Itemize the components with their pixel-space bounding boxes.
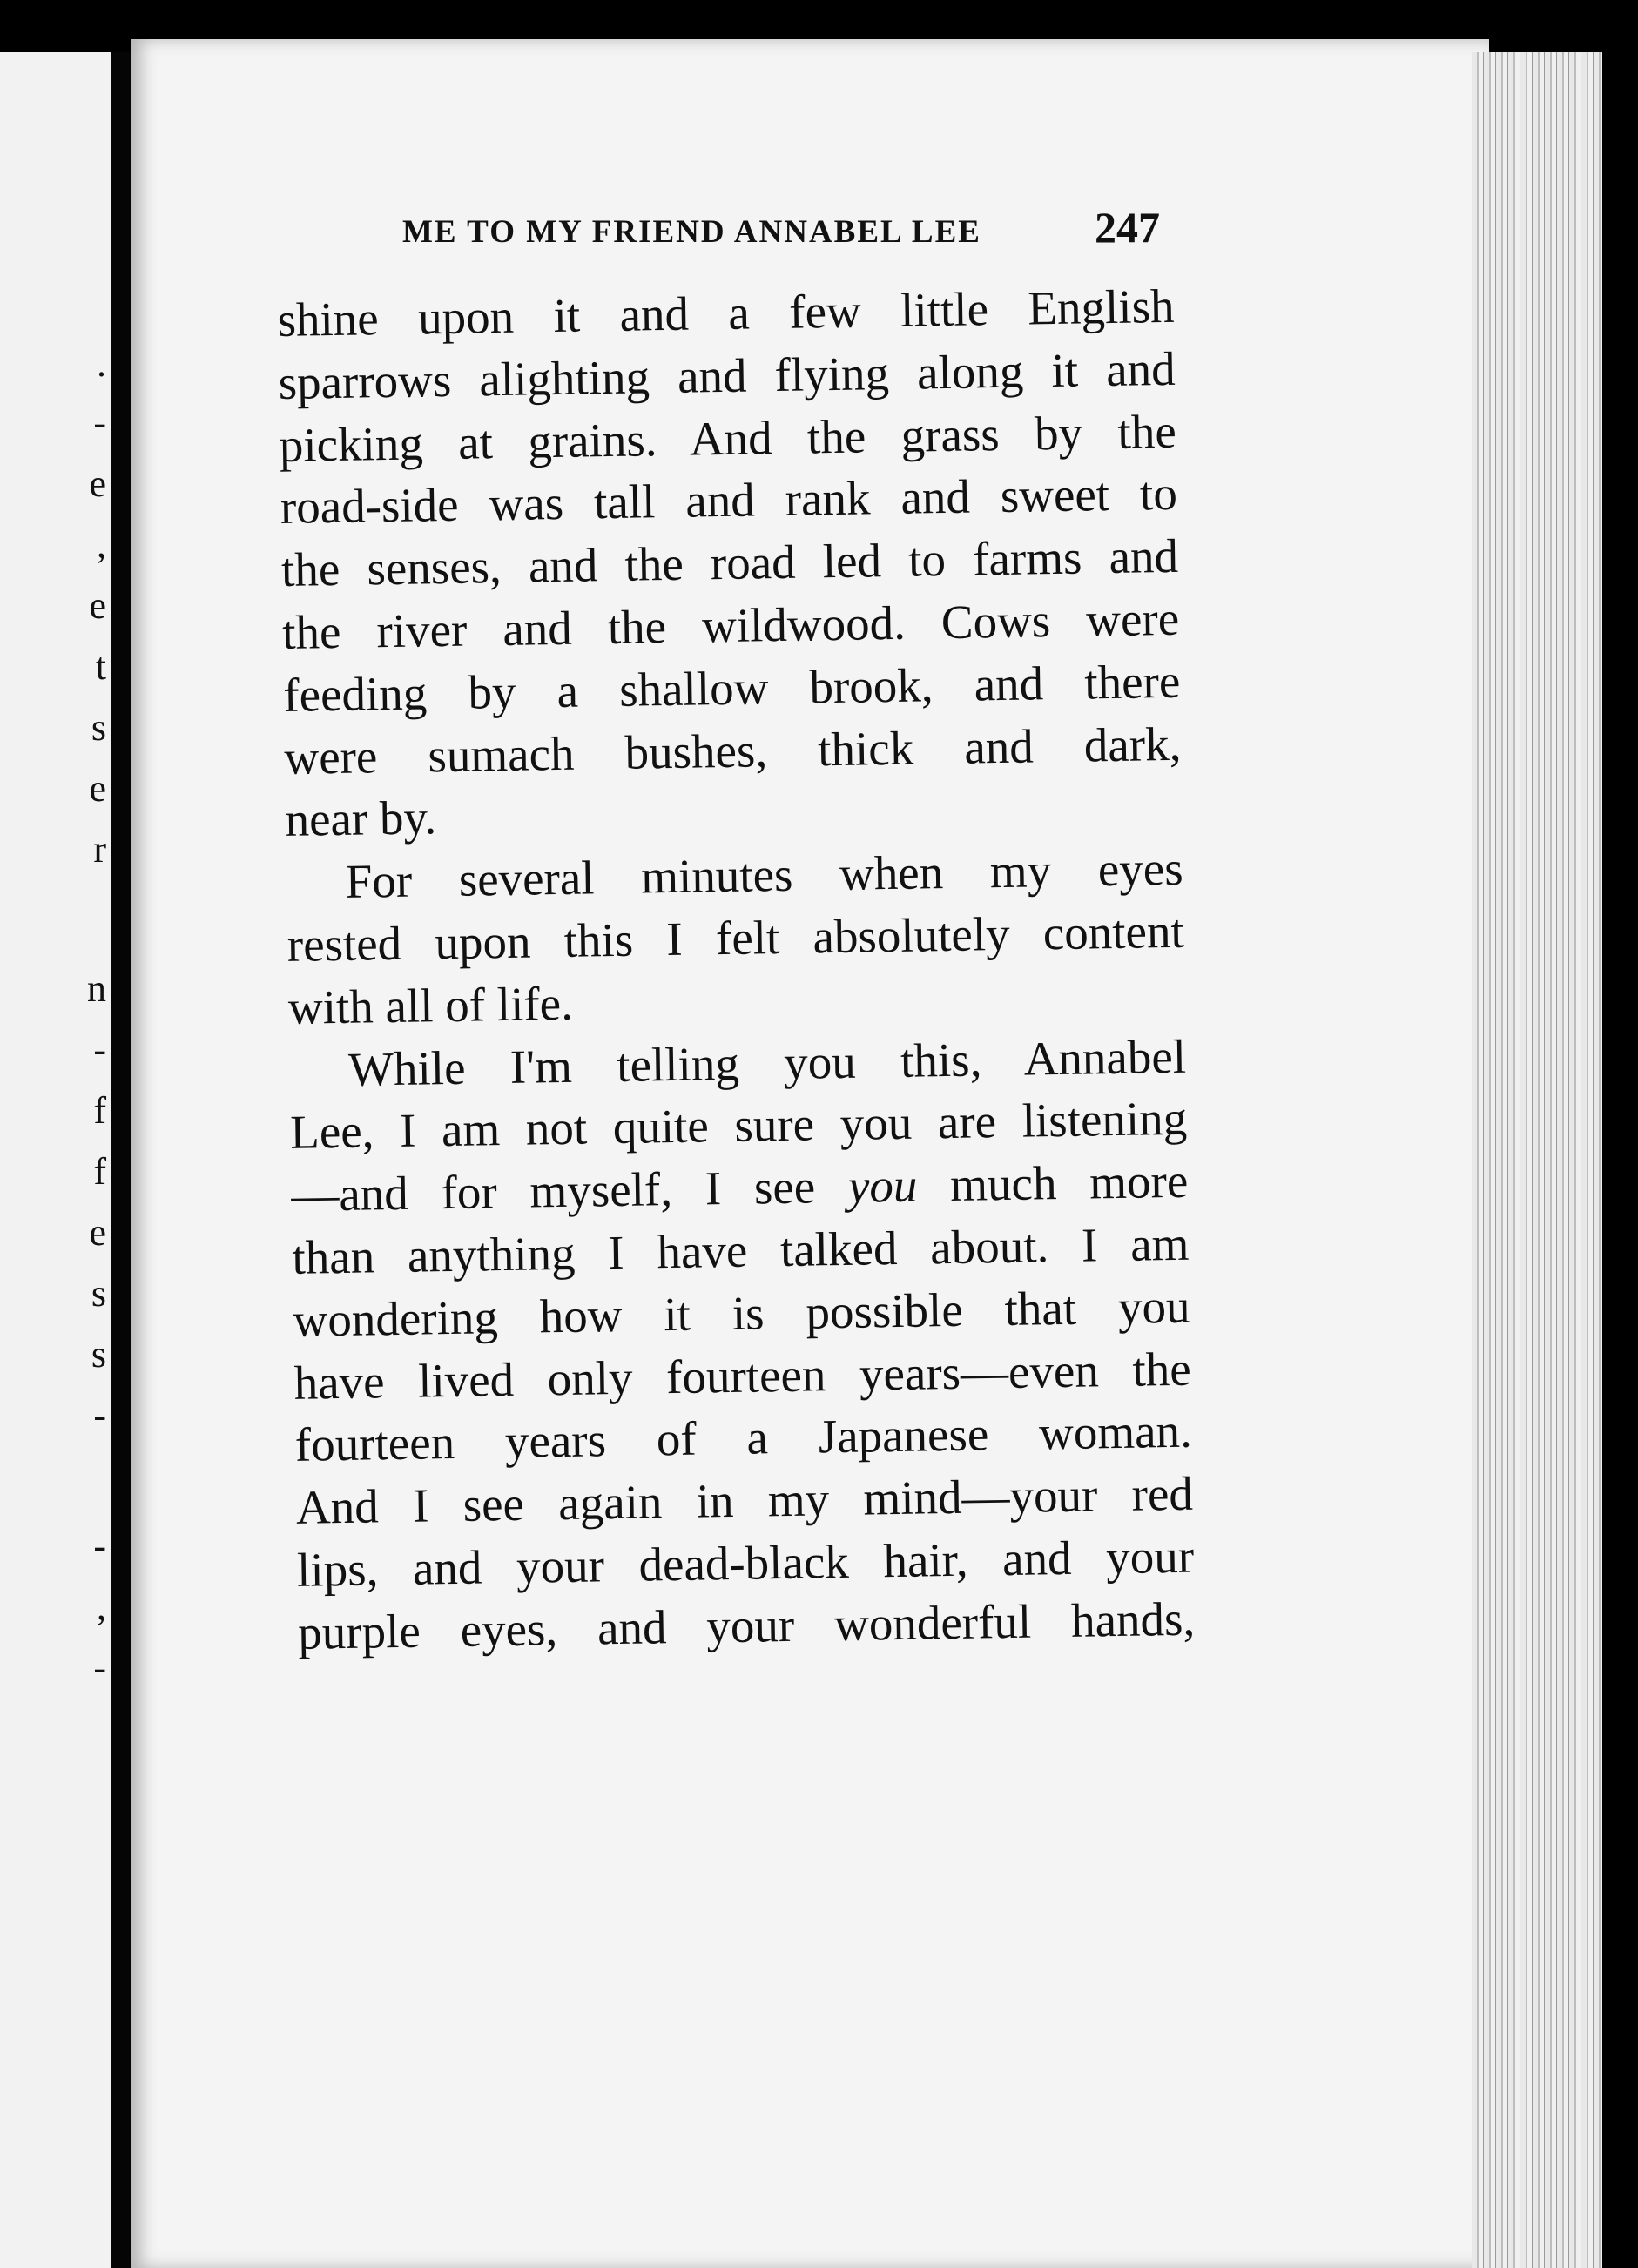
text-line: And I see again in my mind—your red (295, 1466, 1194, 1534)
margin-fragment: . (97, 342, 106, 385)
text-line: fourteen years of a Japanese woman. (294, 1404, 1193, 1472)
margin-fragment: , (97, 1585, 106, 1628)
text-line: purple eyes, and your wonderful hands, (297, 1592, 1196, 1659)
previous-page-sliver (0, 52, 111, 2268)
text-line: feeding by a shallow brook, and there (282, 654, 1181, 722)
text-line: have lived only fourteen years—even the (293, 1342, 1192, 1410)
margin-fragment: - (93, 1028, 106, 1071)
text-line: near by. (285, 791, 437, 847)
text-line: For several minutes when my eyes (345, 841, 1184, 909)
margin-fragment: f (93, 1150, 106, 1193)
running-title: ME TO MY FRIEND ANNABEL LEE (402, 214, 981, 250)
book-gutter (111, 52, 131, 2268)
margin-fragment: s (91, 1333, 106, 1376)
margin-fragment: - (93, 1524, 106, 1567)
page-number: 247 (1095, 203, 1160, 252)
margin-fragment: r (93, 828, 106, 871)
margin-fragment: - (93, 1646, 106, 1689)
margin-fragment: e (89, 1211, 106, 1254)
text-line: road-side was tall and rank and sweet to (280, 467, 1178, 535)
margin-fragment: e (89, 767, 106, 810)
page-header (402, 202, 1160, 252)
italic-word: you (847, 1158, 918, 1213)
text-line: sparrows alighting and flying along it and (278, 341, 1176, 409)
page-body (277, 275, 1196, 1665)
text-line: the senses, and the road led to farms and (280, 528, 1179, 597)
text-line: the river and the wildwood. Cows were (281, 591, 1180, 659)
text-line: with all of life. (287, 976, 574, 1034)
margin-fragment: , (97, 523, 106, 566)
margin-fragment: - (93, 401, 106, 444)
paragraph (286, 838, 1185, 1040)
text-line: than anything I have talked about. I am (291, 1216, 1190, 1284)
scan-border (1602, 52, 1638, 2268)
margin-fragment: - (93, 1394, 106, 1437)
text-line: Lee, I am not quite sure you are listening (289, 1092, 1188, 1160)
margin-fragment: n (87, 967, 106, 1010)
margin-fragment: e (89, 584, 106, 627)
text-line: While I'm telling you this, Annabel (347, 1029, 1187, 1096)
paragraph (289, 1025, 1196, 1664)
paragraph (277, 275, 1183, 851)
text-line: lips, and your dead-black hair, and your (296, 1529, 1195, 1597)
text-segment: much more (949, 1154, 1189, 1212)
margin-fragment: s (91, 706, 106, 749)
text-line: wondering how it is possible that you (293, 1279, 1190, 1347)
text-line: were sumach bushes, thick and dark, (283, 717, 1182, 784)
text-line: picking at grains. And the grass by the (279, 404, 1177, 472)
text-segment: —and for myself, I see (290, 1160, 816, 1222)
margin-fragment: s (91, 1272, 106, 1315)
text-line: shine upon it and a few little English (277, 279, 1175, 347)
page-edges (1472, 52, 1602, 2268)
text-line: rested upon this I felt absolutely content (286, 904, 1185, 972)
margin-fragment: e (89, 462, 106, 505)
margin-fragment: f (93, 1089, 106, 1132)
margin-fragment: t (95, 645, 106, 688)
